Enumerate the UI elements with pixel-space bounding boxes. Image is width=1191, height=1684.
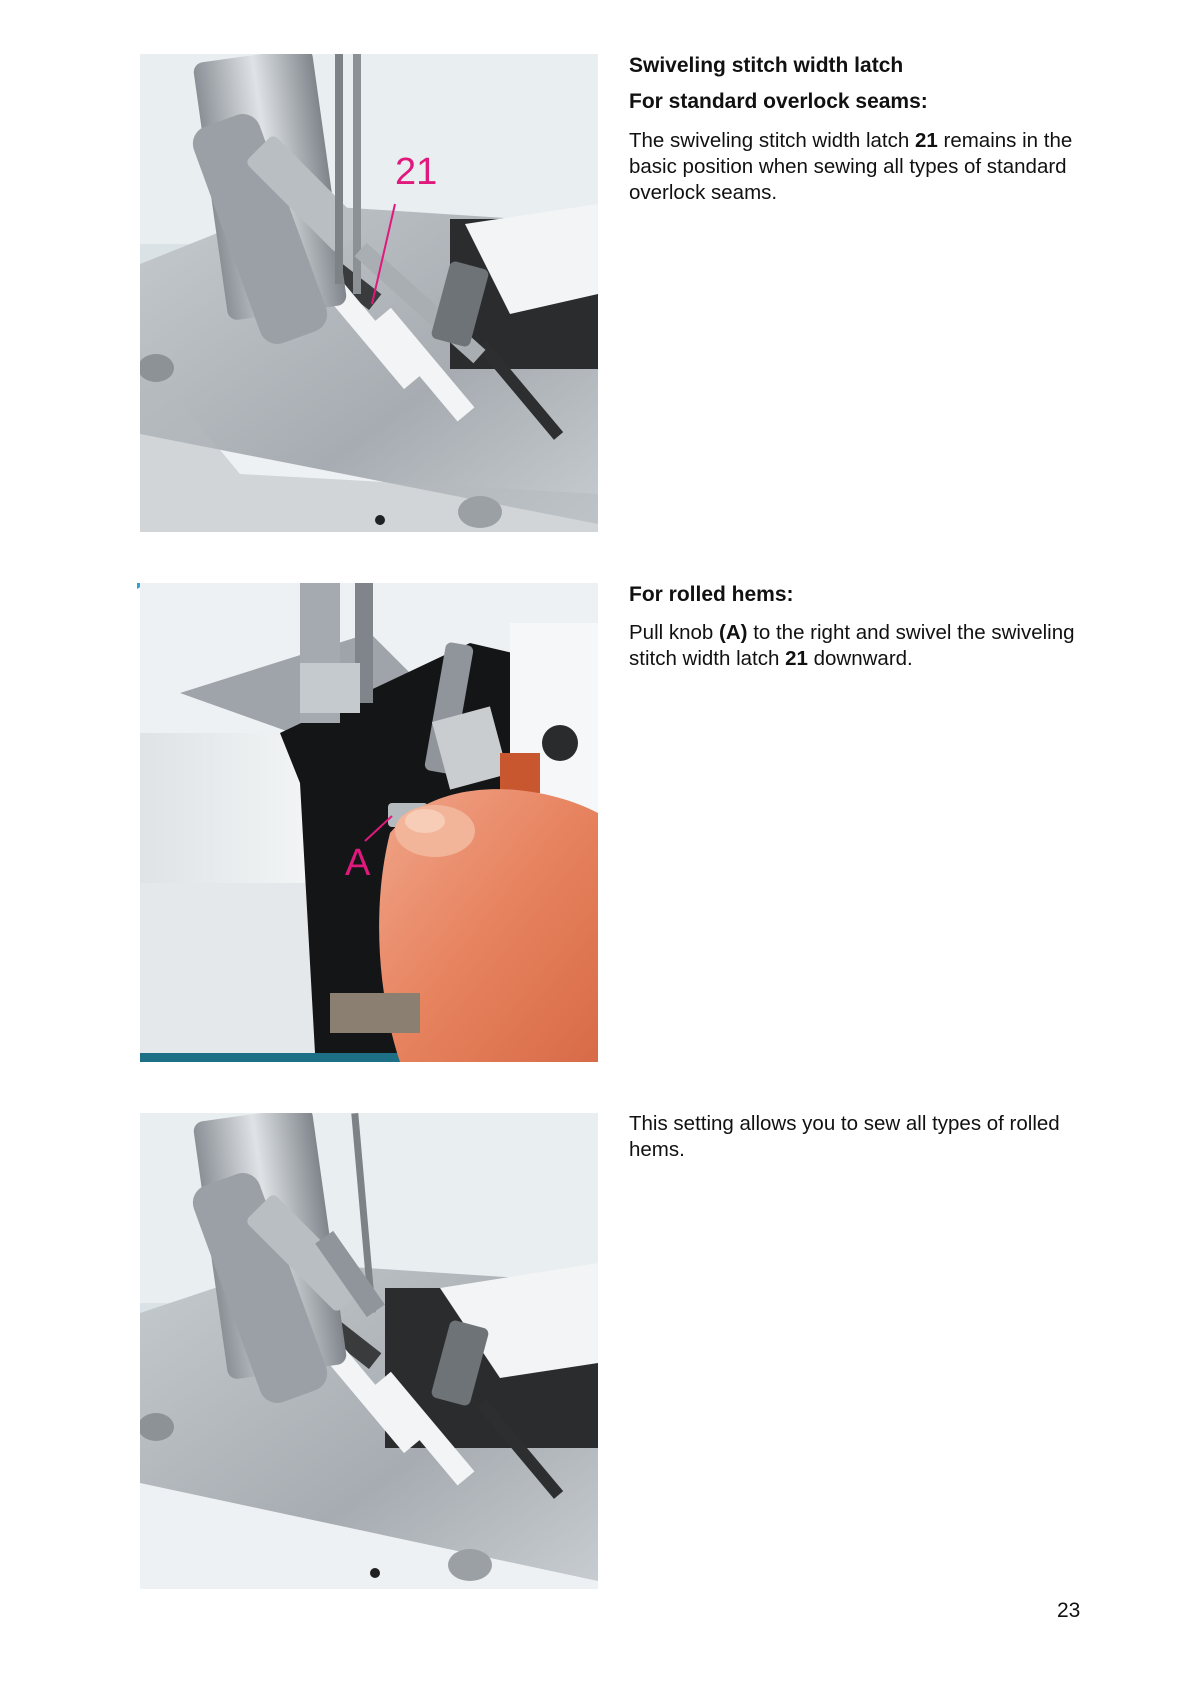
photo-pull-knob-illustration	[140, 583, 598, 1062]
paragraph-text: remains in the basic position when sewing all types of standard overlock seams.	[629, 129, 1073, 204]
photo-pull-knob	[140, 583, 598, 1062]
reference-letter: (A)	[719, 621, 748, 644]
callout-a-label: A	[345, 842, 371, 884]
section-standard-overlock	[629, 48, 1079, 206]
section-rolled-hems	[629, 577, 1079, 672]
paragraph-text: to the right and swivel the swiveling stitch width latch	[629, 621, 1075, 670]
photo-standard-overlock-illustration	[140, 54, 598, 532]
paragraph-text: The swiveling stitch width latch	[629, 129, 915, 152]
page-number: 23	[1057, 1599, 1081, 1622]
paragraph-text: Pull knob	[629, 621, 720, 644]
reference-number: 21	[785, 647, 808, 670]
section-rolled-hem-setting	[629, 1111, 1079, 1163]
photo-rolled-hem	[140, 1113, 598, 1589]
photo-standard-overlock	[140, 54, 598, 532]
paragraph-rolled-hems	[629, 620, 1079, 672]
paragraph-rolled-hem-setting: This setting allows you to sew all types of rolled hems.	[629, 1112, 1060, 1161]
reference-number: 21	[914, 129, 938, 152]
section-title: Swiveling stitch width latch	[629, 54, 904, 77]
paragraph-text: downward.	[807, 647, 913, 670]
callout-21-label: 21	[395, 151, 438, 193]
paragraph-standard-overlock	[629, 128, 1079, 206]
photo-rolled-hem-illustration	[140, 1113, 598, 1589]
subsection-title-rolled-hems: For rolled hems:	[629, 583, 794, 606]
subsection-title-standard-overlock: For standard overlock seams:	[629, 90, 928, 113]
